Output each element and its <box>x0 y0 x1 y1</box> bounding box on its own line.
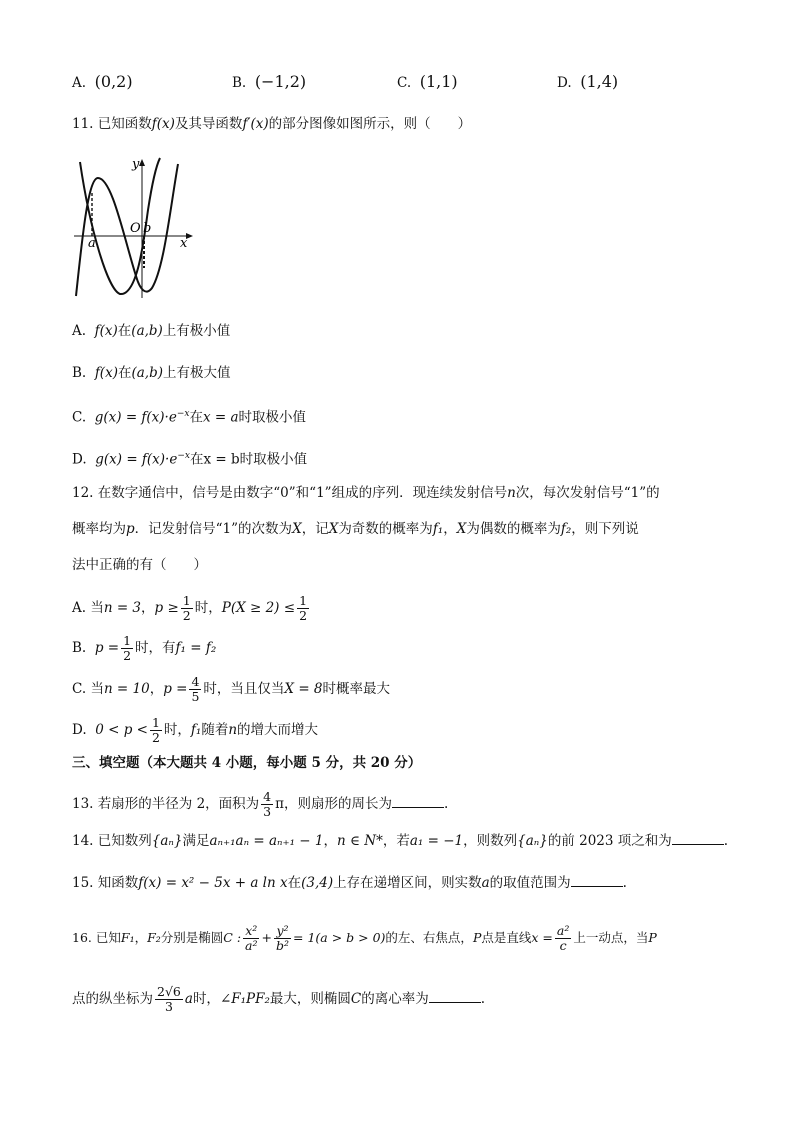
q10-option-b: B. (−1,2) <box>232 72 307 91</box>
answer-blank[interactable] <box>672 844 724 845</box>
fraction: $\frac{1}{2}$ <box>123 633 132 663</box>
fraction: $\frac{4}{5}$ <box>191 674 200 704</box>
fraction: $\frac{2√6}{3}$ <box>157 984 181 1014</box>
section-3-title: 三、填空题（本大题共 4 小题，每小题 5 分，共 20 分） <box>72 755 422 771</box>
q16-line-1: 16. 已知F₁，F₂分别是椭圆C : $\frac{\text{x²}}{\text{a²}}$ + $\frac{\text{y²}}{\text{b²}}$ = 1(a > b > 0)的左、右焦点，P点是直线x = $\frac{\text{a²}}{c}$ 上一动点，当P <box>72 923 657 953</box>
q10-option-d: D. (1,4) <box>557 72 619 91</box>
origin-label: O <box>130 221 141 236</box>
fraction: $\frac{4}{3}$ <box>263 789 272 819</box>
fraction: $\frac{\text{x²}}{\text{a²}}$ <box>245 923 258 953</box>
fraction: $\frac{\text{y²}}{\text{b²}}$ <box>276 923 290 953</box>
x-label: x <box>180 236 188 251</box>
q12-line-2: 概率均为p．记发射信号“1”的次数为X，记X为奇数的概率为f₁，X为偶数的概率为f₂，则下列说 <box>72 521 639 537</box>
q16-line-2: 点的纵坐标为 $\frac{2√6}{3}$ a时，∠F₁PF₂最大，则椭圆C的离心率为 . <box>72 984 486 1014</box>
q12-option-a: A. 当n = 3，p ≥ $\frac{1}{2}$ 时，P(X ≥ 2) ≤ $\frac{1}{2}$ <box>72 593 308 623</box>
q12-line-1: 12. 在数字通信中，信号是由数字“0”和“1”组成的序列．现连续发射信号n次，每次发射信号“1”的 <box>72 485 660 501</box>
y-label: y <box>132 157 140 172</box>
fraction: $\frac{1}{2}$ <box>151 715 160 745</box>
answer-blank[interactable] <box>392 807 444 808</box>
q12-option-d: D. 0 < p < $\frac{1}{2}$ 时，f₁随着n的增大而增大 <box>72 715 319 745</box>
b-label: b <box>143 221 152 236</box>
answer-blank[interactable] <box>429 1002 481 1003</box>
q12-option-c: C. 当n = 10，p = $\frac{4}{5}$ 时，当且仅当X = 8时概率最大 <box>72 674 391 704</box>
q11-option-b: B. f(x)在(a,b)上有极大值 <box>72 365 231 381</box>
q15: 15. 知函数f(x) = x² − 5x + a ln x在(3,4)上存在递增区间，则实数a的取值范围为 . <box>72 875 627 891</box>
q11-stem: 11. 已知函数f(x)及其导函数f′(x)的部分图像如图所示，则（ ） <box>72 116 472 132</box>
q14: 14. 已知数列{aₙ}满足aₙ₊₁aₙ = aₙ₊₁ − 1，n ∈ N*，若a₁ = −1，则数列{aₙ}的前 2023 项之和为 . <box>72 833 729 849</box>
q10-option-a: A. (0,2) <box>72 72 133 91</box>
q12-option-b: B. p = $\frac{1}{2}$ 时，有f₁ = f₂ <box>72 633 217 663</box>
q10-option-c: C. (1,1) <box>397 72 458 91</box>
q13: 13. 若扇形的半径为 2，面积为 $\frac{4}{3}$ π，则扇形的周长为 . <box>72 789 449 819</box>
answer-blank[interactable] <box>571 886 623 887</box>
fraction: $\frac{1}{2}$ <box>299 593 308 623</box>
q11-option-d: D. $g(x) = f(x)\cdot e^{-x}$在x = b时取极小值 <box>72 451 308 468</box>
q11-option-a: A. f(x)在(a,b)上有极小值 <box>72 323 231 339</box>
a-label: a <box>88 236 96 251</box>
q12-line-3: 法中正确的有（ ） <box>72 557 207 573</box>
y-axis-arrow <box>139 159 145 166</box>
fraction: $\frac{\text{a²}}{c}$ <box>556 923 570 953</box>
q11-option-c: C. $g(x) = f(x)\cdot e^{-x}$在x = a时取极小值 <box>72 409 307 426</box>
fraction: $\frac{1}{2}$ <box>182 593 191 623</box>
q11-graph <box>68 150 198 300</box>
